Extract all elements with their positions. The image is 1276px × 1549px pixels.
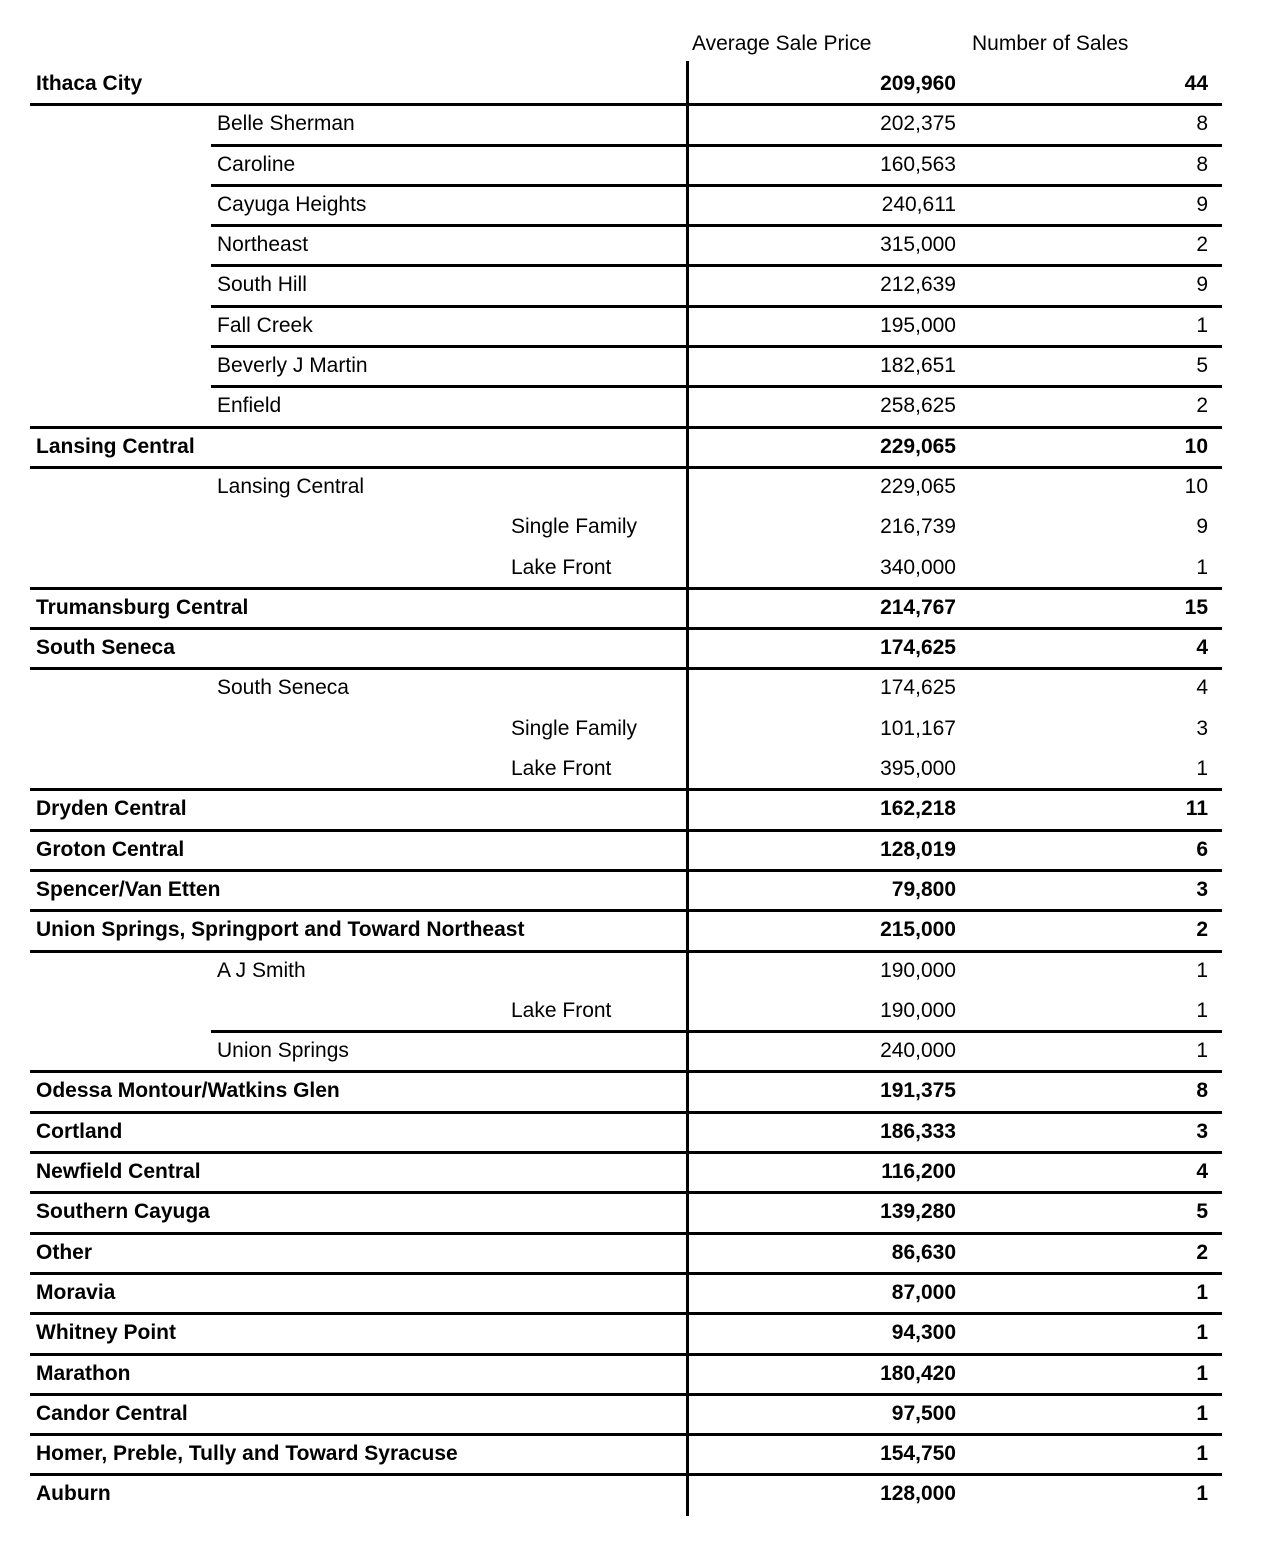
average-sale-price-cell: 101,167 [880,716,956,740]
number-of-sales-cell: 9 [1196,192,1208,216]
number-of-sales-cell: 1 [1196,555,1208,579]
school-row [30,386,1222,426]
average-sale-price-cell: 180,420 [880,1361,956,1385]
average-sale-price-cell: 214,767 [880,595,956,619]
row-label: Odessa Montour/Watkins Glen [36,1079,340,1103]
district-row [30,628,1222,668]
number-of-sales-cell: 1 [1196,313,1208,337]
average-sale-price-cell: 395,000 [880,757,956,781]
district-row [30,1071,1222,1111]
average-sale-price-cell: 216,739 [880,515,956,539]
average-sale-price-cell: 116,200 [881,1160,956,1184]
row-label: Other [36,1240,93,1264]
row-label: Beverly J Martin [217,354,368,378]
district-row [30,1233,1222,1273]
average-sale-price-cell: 87,000 [891,1280,956,1304]
column-header-number-of-sales: Number of Sales [972,32,1129,55]
average-sale-price-cell: 79,800 [891,877,956,901]
row-label: Cayuga Heights [217,192,367,216]
district-row [30,870,1222,910]
district-row [30,910,1222,950]
average-sale-price-cell: 128,019 [880,837,956,861]
number-of-sales-cell: 1 [1196,1442,1208,1466]
school-row [30,346,1222,386]
number-of-sales-cell: 3 [1196,1119,1208,1143]
average-sale-price-cell: 191,375 [880,1079,956,1103]
average-sale-price-cell: 315,000 [880,233,956,257]
row-label: South Hill [217,273,307,297]
average-sale-price-cell: 160,563 [880,152,956,176]
number-of-sales-cell: 9 [1196,273,1208,297]
number-of-sales-cell: 2 [1196,1240,1208,1264]
number-of-sales-cell: 1 [1196,1039,1208,1063]
number-of-sales-cell: 15 [1184,595,1208,619]
row-label: Fall Creek [217,313,313,337]
average-sale-price-cell: 174,625 [880,636,956,660]
number-of-sales-cell: 9 [1196,515,1208,539]
row-label: Lake Front [511,998,612,1022]
average-sale-price-cell: 195,000 [880,313,956,337]
sales-table [30,64,1222,1515]
number-of-sales-cell: 4 [1196,1160,1208,1184]
district-row [30,64,1222,104]
row-label: Homer, Preble, Tully and Toward Syracuse [36,1442,458,1466]
school-row [30,306,1222,346]
district-row [30,1273,1222,1313]
average-sale-price-cell: 215,000 [880,918,956,942]
row-label: Southern Cayuga [36,1200,210,1224]
number-of-sales-cell: 1 [1196,1401,1208,1425]
row-label: Lansing Central [217,474,365,498]
row-label: Single Family [511,515,638,539]
number-of-sales-cell: 1 [1196,958,1208,982]
number-of-sales-cell: 10 [1184,474,1208,498]
number-of-sales-cell: 4 [1196,636,1208,660]
average-sale-price-cell: 190,000 [880,958,956,982]
average-sale-price-cell: 128,000 [880,1482,956,1506]
average-sale-price-cell: 182,651 [880,354,956,378]
school-row [30,145,1222,185]
number-of-sales-cell: 1 [1196,998,1208,1022]
number-of-sales-cell: 1 [1196,1321,1208,1345]
number-of-sales-cell: 8 [1196,1079,1208,1103]
number-of-sales-cell: 6 [1196,837,1208,861]
school-row [30,265,1222,305]
district-row [30,1434,1222,1474]
average-sale-price-cell: 190,000 [880,998,956,1022]
school-row [30,668,1222,708]
row-label: Groton Central [36,837,185,861]
number-of-sales-cell: 3 [1196,716,1208,740]
number-of-sales-cell: 8 [1196,112,1208,136]
row-label: A J Smith [217,958,306,982]
property-type-row [30,991,1222,1031]
number-of-sales-cell: 10 [1184,434,1208,458]
average-sale-price-cell: 186,333 [880,1119,956,1143]
row-label: South Seneca [217,676,349,700]
district-row [30,588,1222,628]
row-label: Lansing Central [36,434,195,458]
average-sale-price-cell: 139,280 [880,1200,956,1224]
number-of-sales-cell: 2 [1196,233,1208,257]
row-label: Trumansburg Central [36,595,249,619]
district-row [30,1394,1222,1434]
row-label: South Seneca [36,636,175,660]
school-row [30,225,1222,265]
row-label: Lake Front [511,555,612,579]
number-of-sales-cell: 1 [1196,1280,1208,1304]
school-row [30,951,1222,991]
average-sale-price-cell: 340,000 [880,555,956,579]
district-row [30,1313,1222,1353]
column-header-average-sale-price: Average Sale Price [692,32,872,55]
row-label: Dryden Central [36,797,187,821]
number-of-sales-cell: 4 [1196,676,1208,700]
property-type-row [30,507,1222,547]
number-of-sales-cell: 1 [1196,1361,1208,1385]
row-label: Moravia [36,1280,116,1304]
average-sale-price-cell: 97,500 [891,1401,956,1425]
number-of-sales-cell: 5 [1196,354,1208,378]
district-row [30,789,1222,829]
number-of-sales-cell: 1 [1196,757,1208,781]
average-sale-price-cell: 162,218 [880,797,956,821]
number-of-sales-cell: 5 [1196,1200,1208,1224]
number-of-sales-cell: 3 [1196,877,1208,901]
average-sale-price-cell: 240,611 [881,192,956,216]
average-sale-price-cell: 94,300 [891,1321,956,1345]
district-row [30,1152,1222,1192]
district-row [30,1192,1222,1232]
row-label: Northeast [217,233,309,257]
row-label: Single Family [511,716,638,740]
row-label: Belle Sherman [217,112,355,136]
number-of-sales-cell: 2 [1196,394,1208,418]
average-sale-price-cell: 202,375 [880,112,956,136]
number-of-sales-cell: 2 [1196,918,1208,942]
row-label: Cortland [36,1119,123,1143]
average-sale-price-cell: 229,065 [880,434,956,458]
row-label: Marathon [36,1361,131,1385]
row-label: Union Springs, Springport and Toward Northeast [36,918,525,942]
number-of-sales-cell: 11 [1185,797,1208,821]
average-sale-price-cell: 240,000 [880,1039,956,1063]
average-sale-price-cell: 212,639 [880,273,956,297]
district-row [30,830,1222,870]
row-label: Spencer/Van Etten [36,877,221,901]
row-label: Auburn [36,1482,111,1506]
district-row [30,1112,1222,1152]
school-row [30,1031,1222,1071]
average-sale-price-cell: 86,630 [891,1240,956,1264]
district-row [30,1474,1222,1514]
school-row [30,104,1222,144]
average-sale-price-cell: 154,750 [880,1442,956,1466]
school-row [30,185,1222,225]
number-of-sales-cell: 1 [1196,1482,1208,1506]
row-label: Ithaca City [36,72,143,95]
property-type-row [30,709,1222,749]
average-sale-price-cell: 174,625 [880,676,956,700]
row-label: Enfield [217,394,282,418]
district-row [30,427,1222,467]
district-row [30,1354,1222,1394]
row-label: Lake Front [511,757,612,781]
row-label: Whitney Point [36,1321,176,1345]
row-label: Candor Central [36,1401,188,1425]
number-of-sales-cell: 44 [1184,72,1208,95]
property-type-row [30,548,1222,588]
school-row [30,467,1222,507]
average-sale-price-cell: 258,625 [880,394,956,418]
row-label: Caroline [217,152,296,176]
property-type-row [30,749,1222,789]
average-sale-price-cell: 209,960 [880,72,956,95]
row-label: Newfield Central [36,1160,201,1184]
row-label: Union Springs [217,1039,349,1063]
number-of-sales-cell: 8 [1196,152,1208,176]
average-sale-price-cell: 229,065 [880,474,956,498]
